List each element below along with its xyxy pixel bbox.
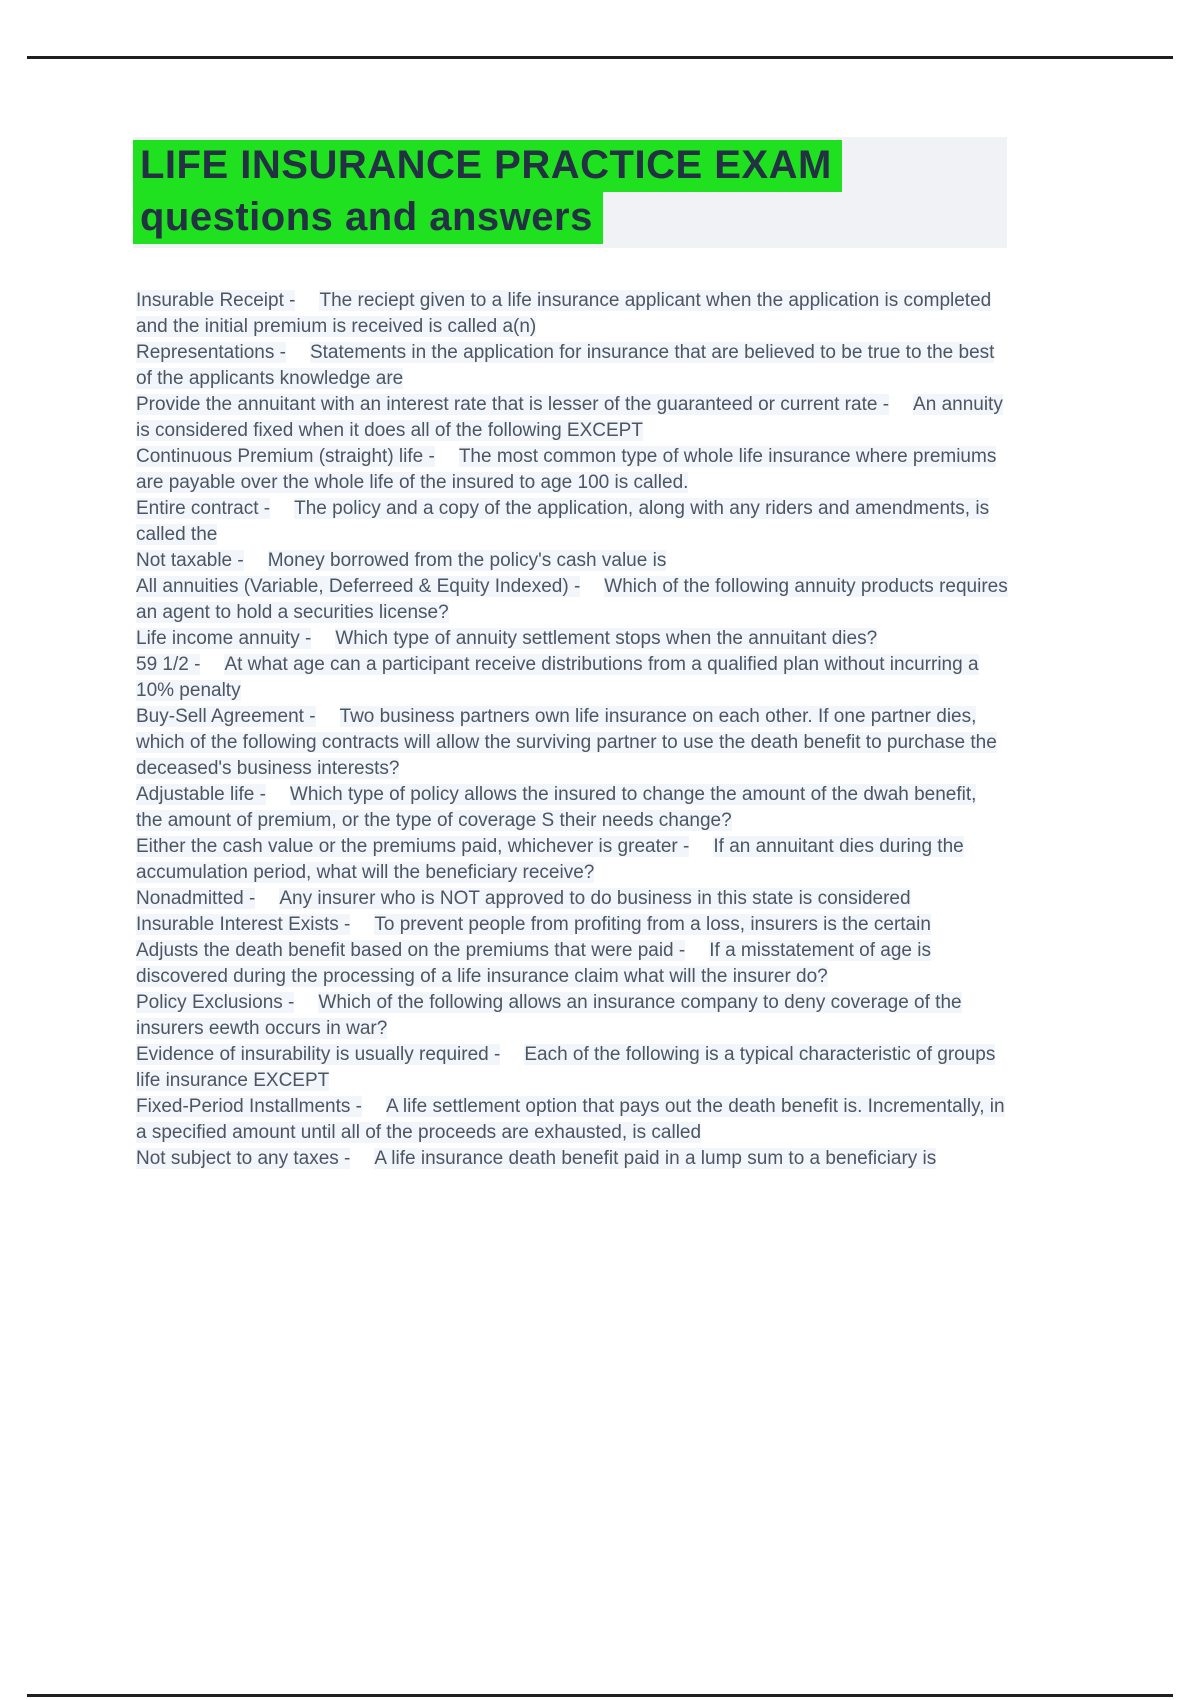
- qa-item: [136, 938, 1008, 990]
- qa-item: [136, 782, 1008, 834]
- qa-item: [136, 548, 1008, 574]
- qa-separator: -: [254, 784, 266, 805]
- qa-answer: 59 1/2: [136, 654, 189, 675]
- qa-item: [136, 1094, 1008, 1146]
- qa-answer: Insurable Interest Exists: [136, 914, 339, 935]
- qa-separator: -: [673, 940, 686, 961]
- qa-item: [136, 886, 1008, 912]
- qa-separator: -: [488, 1044, 501, 1065]
- qa-answer: Evidence of insurability is usually required: [136, 1044, 489, 1065]
- qa-answer: Continuous Premium (straight) life: [136, 446, 424, 467]
- qa-question: Two business partners own life insurance on each other. If one partner dies, which of the following contracts will allow the surviving partner to use the death benefit to purchase the deceased's business interests?: [136, 706, 997, 779]
- qa-item: [136, 1146, 1008, 1172]
- qa-separator: -: [282, 992, 295, 1013]
- qa-separator: -: [568, 576, 581, 597]
- qa-answer: Fixed-Period Installments: [136, 1096, 351, 1117]
- qa-answer: Buy-Sell Agreement: [136, 706, 304, 727]
- qa-separator: -: [274, 342, 286, 363]
- qa-item: [136, 288, 1008, 340]
- qa-list: [136, 288, 1008, 1172]
- qa-question: Each of the following is a typical characteristic of groups life insurance EXCEPT: [136, 1044, 996, 1091]
- qa-answer: Either the cash value or the premiums paid, whichever is greater: [136, 836, 678, 857]
- qa-answer: Insurable Receipt: [136, 290, 284, 311]
- qa-answer: Entire contract: [136, 498, 259, 519]
- qa-item: [136, 1042, 1008, 1094]
- qa-answer: Adjusts the death benefit based on the premiums that were paid: [136, 940, 674, 961]
- qa-separator: -: [258, 498, 271, 519]
- qa-answer: Not subject to any taxes: [136, 1148, 339, 1169]
- qa-separator: -: [877, 394, 890, 415]
- qa-question: Which type of annuity settlement stops when the annuitant dies?: [335, 628, 878, 649]
- qa-question: A life insurance death benefit paid in a lump sum to a beneficiary is: [374, 1148, 937, 1169]
- qa-separator: -: [423, 446, 435, 467]
- qa-separator: -: [188, 654, 201, 675]
- qa-item: [136, 990, 1008, 1042]
- qa-item: [136, 912, 1008, 938]
- qa-separator: -: [677, 836, 690, 857]
- qa-question: If an annuitant dies during the accumulation period, what will the beneficiary receive?: [136, 836, 964, 883]
- qa-separator: -: [283, 290, 296, 311]
- qa-answer: Policy Exclusions: [136, 992, 283, 1013]
- qa-question: The policy and a copy of the application, along with any riders and amendments, is called the: [136, 498, 990, 545]
- qa-question: The reciept given to a life insurance applicant when the application is completed and the initial premium is received is called a(n): [136, 290, 992, 337]
- qa-question: Statements in the application for insurance that are believed to be true to the best of the applicants knowledge are: [136, 342, 995, 389]
- qa-separator: -: [338, 1148, 351, 1169]
- qa-item: [136, 834, 1008, 886]
- title-panel: [133, 137, 1007, 248]
- qa-item: [136, 444, 1008, 496]
- qa-item: [136, 574, 1008, 626]
- bottom-rule: [27, 1694, 1173, 1697]
- qa-question: To prevent people from profiting from a loss, insurers is the certain: [374, 914, 931, 935]
- qa-question: Which type of policy allows the insured to change the amount of the dwah benefit, the amount of premium, or the type of coverage S their needs change?: [136, 784, 977, 831]
- qa-item: [136, 652, 1008, 704]
- qa-separator: -: [303, 706, 316, 727]
- qa-question: An annuity is considered fixed when it does all of the following EXCEPT: [136, 394, 1003, 441]
- qa-answer: All annuities (Variable, Deferreed & Equity Indexed): [136, 576, 569, 597]
- qa-separator: -: [338, 914, 351, 935]
- qa-answer: Provide the annuitant with an interest rate that is lesser of the guaranteed or current rate: [136, 394, 878, 415]
- qa-question: At what age can a participant receive distributions from a qualified plan without incurring a 10% penalty: [136, 654, 979, 701]
- qa-item: [136, 496, 1008, 548]
- qa-separator: -: [350, 1096, 362, 1117]
- qa-item: [136, 340, 1008, 392]
- qa-answer: Representations: [136, 342, 275, 363]
- page-title-line1: LIFE INSURANCE PRACTICE EXAM: [133, 140, 842, 192]
- qa-answer: Not taxable: [136, 550, 233, 571]
- page-title-line2: questions and answers: [133, 192, 603, 244]
- qa-answer: Nonadmitted: [136, 888, 244, 909]
- qa-item: [136, 626, 1008, 652]
- qa-item: [136, 392, 1008, 444]
- qa-question: The most common type of whole life insurance where premiums are payable over the whole life of the insured to age 100 is called.: [136, 446, 997, 493]
- qa-answer: Adjustable life: [136, 784, 255, 805]
- qa-question: Which of the following annuity products requires an agent to hold a securities license?: [136, 576, 1008, 623]
- qa-separator: -: [299, 628, 312, 649]
- qa-answer: Life income annuity: [136, 628, 300, 649]
- top-rule: [27, 56, 1173, 59]
- qa-question: If a misstatement of age is discovered during the processing of a life insurance claim what will the insurer do?: [136, 940, 931, 987]
- qa-separator: -: [232, 550, 244, 571]
- qa-question: Any insurer who is NOT approved to do business in this state is considered: [279, 888, 911, 909]
- qa-question: Money borrowed from the policy's cash value is: [267, 550, 667, 571]
- qa-question: Which of the following allows an insurance company to deny coverage of the insurers eewth occurs in war?: [136, 992, 962, 1039]
- qa-item: [136, 704, 1008, 782]
- qa-separator: -: [243, 888, 256, 909]
- qa-question: A life settlement option that pays out the death benefit is. Incrementally, in a specified amount until all of the proceeds are exhausted, is called: [136, 1096, 1005, 1143]
